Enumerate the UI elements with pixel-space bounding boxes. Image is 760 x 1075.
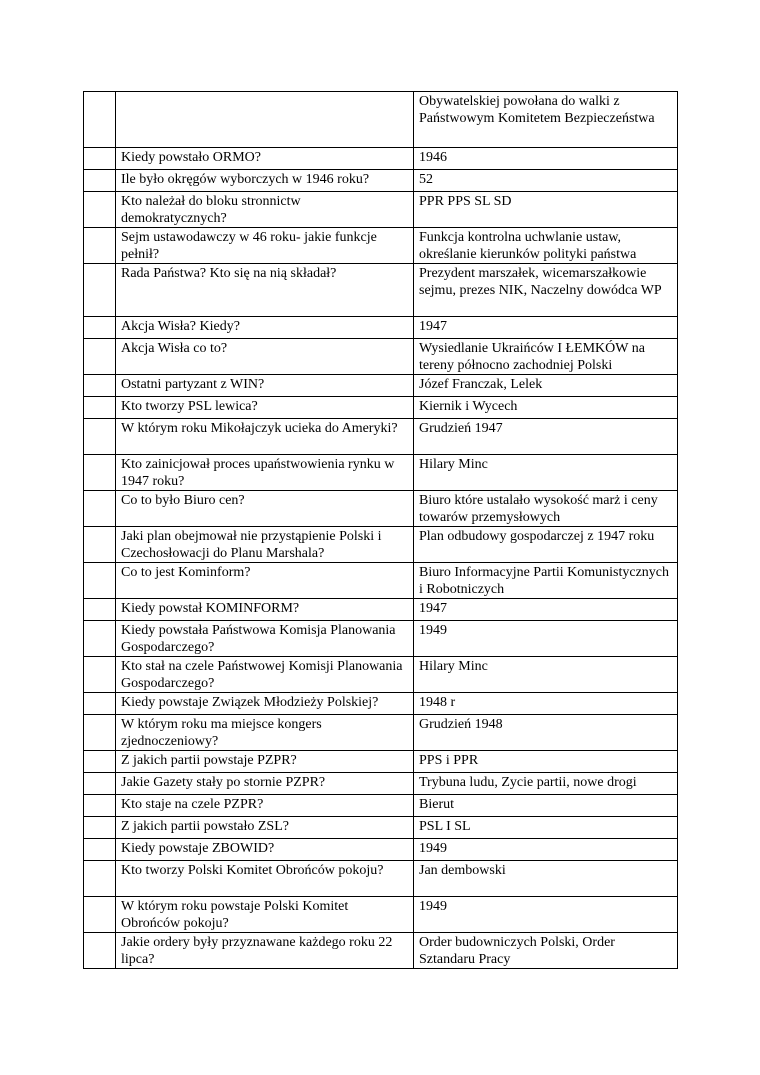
qa-table: [83, 91, 678, 969]
question-cell: [116, 92, 414, 148]
row-number-cell: [84, 817, 116, 839]
answer-cell: 1949: [414, 621, 678, 657]
answer-cell: 1947: [414, 317, 678, 339]
row-number-cell: [84, 375, 116, 397]
answer-cell: Józef Franczak, Lelek: [414, 375, 678, 397]
question-cell: Co to jest Kominform?: [116, 563, 414, 599]
table-row: [84, 527, 678, 563]
row-number-cell: [84, 92, 116, 148]
table-row: [84, 621, 678, 657]
question-cell: Kto stał na czele Państwowej Komisji Planowania Gospodarczego?: [116, 657, 414, 693]
table-row: [84, 839, 678, 861]
row-number-cell: [84, 397, 116, 419]
question-cell: Kiedy powstał KOMINFORM?: [116, 599, 414, 621]
row-number-cell: [84, 455, 116, 491]
question-cell: Kiedy powstaje ZBOWID?: [116, 839, 414, 861]
row-number-cell: [84, 773, 116, 795]
answer-cell: Biuro Informacyjne Partii Komunistycznych i Robotniczych: [414, 563, 678, 599]
question-cell: Jakie ordery były przyznawane każdego roku 22 lipca?: [116, 933, 414, 969]
answer-cell: Grudzień 1948: [414, 715, 678, 751]
answer-cell: Jan dembowski: [414, 861, 678, 897]
row-number-cell: [84, 795, 116, 817]
row-number-cell: [84, 527, 116, 563]
answer-cell: Hilary Minc: [414, 455, 678, 491]
table-row: [84, 817, 678, 839]
question-cell: W którym roku Mikołajczyk ucieka do Ameryki?: [116, 419, 414, 455]
answer-cell: Order budowniczych Polski, Order Sztandaru Pracy: [414, 933, 678, 969]
question-cell: Akcja Wisła co to?: [116, 339, 414, 375]
question-cell: Kto tworzy PSL lewica?: [116, 397, 414, 419]
answer-cell: 1946: [414, 148, 678, 170]
row-number-cell: [84, 751, 116, 773]
answer-cell: Plan odbudowy gospodarczej z 1947 roku: [414, 527, 678, 563]
table-row: [84, 170, 678, 192]
table-row: [84, 455, 678, 491]
row-number-cell: [84, 621, 116, 657]
table-row: [84, 228, 678, 264]
answer-cell: 1949: [414, 839, 678, 861]
question-cell: Ostatni partyzant z WIN?: [116, 375, 414, 397]
table-row: [84, 751, 678, 773]
table-row: [84, 861, 678, 897]
answer-cell: PPR PPS SL SD: [414, 192, 678, 228]
answer-cell: Kiernik i Wycech: [414, 397, 678, 419]
question-cell: Kto należał do bloku stronnictw demokratycznych?: [116, 192, 414, 228]
row-number-cell: [84, 228, 116, 264]
table-row: [84, 92, 678, 148]
row-number-cell: [84, 317, 116, 339]
table-row: [84, 563, 678, 599]
qa-table-body: [84, 92, 678, 969]
answer-cell: Grudzień 1947: [414, 419, 678, 455]
question-cell: Jakie Gazety stały po stornie PZPR?: [116, 773, 414, 795]
question-cell: Sejm ustawodawczy w 46 roku- jakie funkcje pełnił?: [116, 228, 414, 264]
row-number-cell: [84, 839, 116, 861]
table-row: [84, 339, 678, 375]
answer-cell: Trybuna ludu, Zycie partii, nowe drogi: [414, 773, 678, 795]
row-number-cell: [84, 192, 116, 228]
row-number-cell: [84, 715, 116, 751]
question-cell: W którym roku ma miejsce kongers zjednoczeniowy?: [116, 715, 414, 751]
answer-cell: Bierut: [414, 795, 678, 817]
row-number-cell: [84, 897, 116, 933]
answer-cell: 52: [414, 170, 678, 192]
table-row: [84, 599, 678, 621]
answer-cell: PPS i PPR: [414, 751, 678, 773]
answer-cell: Obywatelskiej powołana do walki z Państwowym Komitetem Bezpieczeństwa: [414, 92, 678, 148]
row-number-cell: [84, 657, 116, 693]
question-cell: Kto zainicjował proces upaństwowienia rynku w 1947 roku?: [116, 455, 414, 491]
question-cell: Rada Państwa? Kto się na nią składał?: [116, 264, 414, 317]
answer-cell: 1948 r: [414, 693, 678, 715]
row-number-cell: [84, 491, 116, 527]
question-cell: Kto staje na czele PZPR?: [116, 795, 414, 817]
table-row: [84, 897, 678, 933]
answer-cell: PSL I SL: [414, 817, 678, 839]
table-row: [84, 317, 678, 339]
row-number-cell: [84, 339, 116, 375]
table-row: [84, 419, 678, 455]
table-row: [84, 773, 678, 795]
question-cell: Kto tworzy Polski Komitet Obrońców pokoju?: [116, 861, 414, 897]
row-number-cell: [84, 419, 116, 455]
row-number-cell: [84, 264, 116, 317]
question-cell: Ile było okręgów wyborczych w 1946 roku?: [116, 170, 414, 192]
row-number-cell: [84, 599, 116, 621]
row-number-cell: [84, 563, 116, 599]
answer-cell: Biuro które ustalało wysokość marż i ceny towarów przemysłowych: [414, 491, 678, 527]
row-number-cell: [84, 693, 116, 715]
question-cell: Jaki plan obejmował nie przystąpienie Polski i Czechosłowacji do Planu Marshala?: [116, 527, 414, 563]
table-row: [84, 148, 678, 170]
table-row: [84, 375, 678, 397]
answer-cell: Funkcja kontrolna uchwlanie ustaw, określanie kierunków polityki państwa: [414, 228, 678, 264]
question-cell: W którym roku powstaje Polski Komitet Obrońców pokoju?: [116, 897, 414, 933]
row-number-cell: [84, 170, 116, 192]
row-number-cell: [84, 933, 116, 969]
table-row: [84, 715, 678, 751]
table-row: [84, 657, 678, 693]
answer-cell: 1947: [414, 599, 678, 621]
question-cell: Z jakich partii powstaje PZPR?: [116, 751, 414, 773]
question-cell: Kiedy powstała Państwowa Komisja Planowania Gospodarczego?: [116, 621, 414, 657]
table-row: [84, 264, 678, 317]
table-row: [84, 795, 678, 817]
question-cell: Co to było Biuro cen?: [116, 491, 414, 527]
answer-cell: Hilary Minc: [414, 657, 678, 693]
answer-cell: Wysiedlanie Ukraińców I ŁEMKÓW na tereny północno zachodniej Polski: [414, 339, 678, 375]
table-row: [84, 192, 678, 228]
row-number-cell: [84, 148, 116, 170]
row-number-cell: [84, 861, 116, 897]
table-row: [84, 693, 678, 715]
question-cell: Z jakich partii powstało ZSL?: [116, 817, 414, 839]
table-row: [84, 491, 678, 527]
question-cell: Akcja Wisła? Kiedy?: [116, 317, 414, 339]
table-row: [84, 397, 678, 419]
answer-cell: 1949: [414, 897, 678, 933]
question-cell: Kiedy powstaje Związek Młodzieży Polskiej?: [116, 693, 414, 715]
answer-cell: Prezydent marszałek, wicemarszałkowie sejmu, prezes NIK, Naczelny dowódca WP: [414, 264, 678, 317]
table-row: [84, 933, 678, 969]
question-cell: Kiedy powstało ORMO?: [116, 148, 414, 170]
